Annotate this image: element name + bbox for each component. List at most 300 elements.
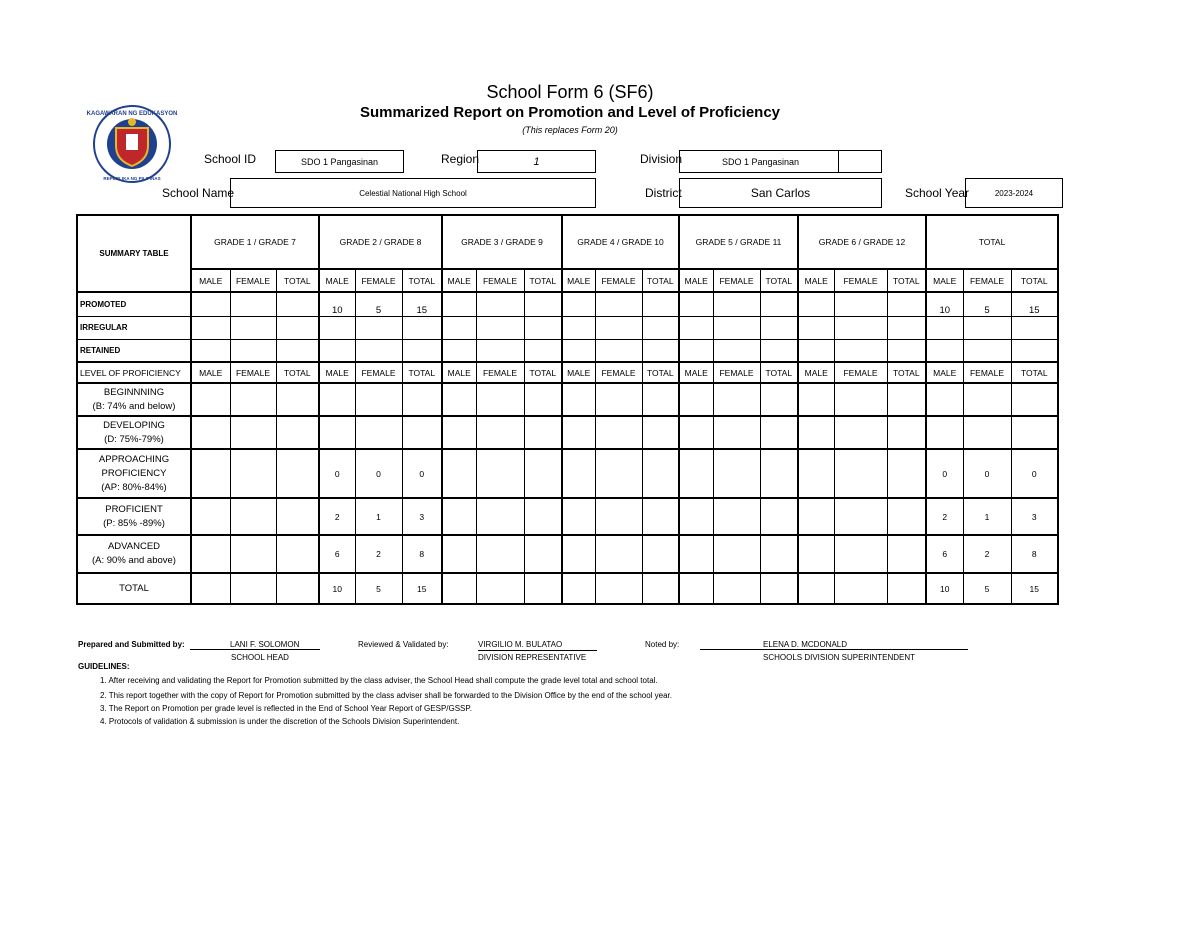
value-cell[interactable] xyxy=(524,498,562,535)
sub-header: TOTAL xyxy=(887,362,926,383)
value-cell[interactable] xyxy=(355,383,402,416)
value-cell[interactable]: 10 xyxy=(926,573,963,604)
value-cell[interactable] xyxy=(230,316,276,339)
value-cell[interactable] xyxy=(760,292,798,316)
value-cell[interactable]: 8 xyxy=(402,535,442,573)
value-cell[interactable] xyxy=(834,535,887,573)
value-cell[interactable] xyxy=(713,339,760,362)
value-cell[interactable] xyxy=(442,383,476,416)
value-cell[interactable] xyxy=(476,449,524,498)
value-cell[interactable] xyxy=(595,573,642,604)
value-cell[interactable] xyxy=(679,535,713,573)
value-cell[interactable] xyxy=(230,573,276,604)
level-label-line: DEVELOPING xyxy=(103,419,165,431)
value-cell[interactable]: 3 xyxy=(402,498,442,535)
sub-header: MALE xyxy=(679,269,713,292)
value-cell[interactable] xyxy=(562,292,595,316)
value-cell[interactable] xyxy=(355,416,402,449)
grade-header: GRADE 5 / GRADE 11 xyxy=(679,215,798,269)
value-cell[interactable] xyxy=(355,316,402,339)
value-cell[interactable] xyxy=(963,316,1011,339)
value-cell[interactable] xyxy=(524,339,562,362)
value-cell[interactable] xyxy=(963,339,1011,362)
grade-header: GRADE 1 / GRADE 7 xyxy=(191,215,319,269)
value-cell[interactable]: 5 xyxy=(963,573,1011,604)
value-cell[interactable] xyxy=(562,316,595,339)
value-cell[interactable] xyxy=(595,535,642,573)
sub-header: MALE xyxy=(319,269,355,292)
value-cell[interactable] xyxy=(230,339,276,362)
value-cell[interactable] xyxy=(887,292,926,316)
value-cell[interactable]: 0 xyxy=(402,449,442,498)
value-cell[interactable] xyxy=(191,339,230,362)
value-cell[interactable] xyxy=(319,316,355,339)
value-cell[interactable] xyxy=(442,535,476,573)
value-cell[interactable] xyxy=(834,416,887,449)
noted-role: SCHOOLS DIVISION SUPERINTENDENT xyxy=(763,653,916,662)
value-cell[interactable] xyxy=(834,498,887,535)
value-cell[interactable]: 0 xyxy=(963,449,1011,498)
prepared-name: LANI F. SOLOMON xyxy=(190,640,320,650)
value-cell[interactable] xyxy=(887,498,926,535)
value-cell[interactable] xyxy=(230,535,276,573)
value-cell[interactable] xyxy=(476,498,524,535)
sub-header: FEMALE xyxy=(355,362,402,383)
value-cell[interactable] xyxy=(355,339,402,362)
value-cell[interactable] xyxy=(276,339,319,362)
sub-header: FEMALE xyxy=(834,269,887,292)
value-cell[interactable] xyxy=(642,498,679,535)
sub-header: FEMALE xyxy=(230,269,276,292)
value-cell[interactable] xyxy=(402,416,442,449)
seal-top-text: KAGAWARAN NG EDUKASYON xyxy=(86,111,178,117)
sub-header: MALE xyxy=(926,362,963,383)
sub-header: MALE xyxy=(562,269,595,292)
sub-header: TOTAL xyxy=(524,269,562,292)
value-cell[interactable]: 15 xyxy=(1011,573,1058,604)
value-cell[interactable] xyxy=(276,535,319,573)
value-cell[interactable] xyxy=(524,316,562,339)
sub-header: MALE xyxy=(679,362,713,383)
value-cell[interactable] xyxy=(679,339,713,362)
sub-header: FEMALE xyxy=(713,269,760,292)
value-cell[interactable] xyxy=(887,339,926,362)
sub-header: TOTAL xyxy=(524,362,562,383)
school-year-field[interactable]: 2023-2024 xyxy=(965,178,1063,208)
level-label xyxy=(77,498,191,535)
value-cell[interactable]: 2 xyxy=(926,498,963,535)
sub-header: TOTAL xyxy=(1011,362,1058,383)
guidelines-title: GUIDELINES: xyxy=(78,662,130,671)
value-cell[interactable] xyxy=(760,449,798,498)
value-cell[interactable] xyxy=(595,316,642,339)
sub-header: FEMALE xyxy=(713,362,760,383)
level-header-row xyxy=(77,362,1058,383)
value-cell[interactable] xyxy=(679,292,713,316)
school-name-label: School Name xyxy=(162,186,235,200)
grade-header-row xyxy=(77,215,1058,269)
sub-header: MALE xyxy=(319,362,355,383)
value-cell[interactable] xyxy=(713,535,760,573)
value-cell[interactable]: 10 xyxy=(319,573,355,604)
sub-header: MALE xyxy=(191,362,230,383)
value-cell[interactable] xyxy=(524,292,562,316)
row-label: IRREGULAR xyxy=(77,316,191,339)
sub-header: FEMALE xyxy=(595,269,642,292)
value-cell[interactable] xyxy=(887,573,926,604)
level-label-line: PROFICIENCY xyxy=(101,467,167,479)
value-cell[interactable] xyxy=(595,498,642,535)
value-cell[interactable] xyxy=(760,573,798,604)
value-cell[interactable] xyxy=(476,316,524,339)
value-cell[interactable] xyxy=(760,316,798,339)
level-label-line: APPROACHING xyxy=(98,453,170,465)
value-cell[interactable] xyxy=(595,449,642,498)
division-extra-box xyxy=(838,150,882,173)
sub-header: MALE xyxy=(562,362,595,383)
value-cell[interactable] xyxy=(524,573,562,604)
deped-seal-logo xyxy=(80,104,184,184)
level-row xyxy=(77,573,1058,604)
value-cell[interactable]: 6 xyxy=(926,535,963,573)
value-cell[interactable] xyxy=(230,383,276,416)
form-note: (This replaces Form 20) xyxy=(522,125,618,135)
value-cell[interactable] xyxy=(1011,416,1058,449)
value-cell[interactable] xyxy=(476,339,524,362)
form-title: School Form 6 (SF6) xyxy=(486,82,654,102)
row-label: PROMOTED xyxy=(77,292,191,316)
value-cell[interactable] xyxy=(798,498,834,535)
sub-header: TOTAL xyxy=(760,362,798,383)
value-cell[interactable] xyxy=(562,535,595,573)
district-field[interactable]: San Carlos xyxy=(679,178,882,208)
value-cell[interactable]: 2 xyxy=(319,498,355,535)
value-cell[interactable] xyxy=(679,573,713,604)
value-cell[interactable]: 5 xyxy=(355,292,402,316)
value-cell[interactable] xyxy=(798,535,834,573)
value-cell[interactable] xyxy=(230,416,276,449)
value-cell[interactable]: 15 xyxy=(1011,292,1058,316)
value-cell[interactable] xyxy=(524,535,562,573)
value-cell[interactable]: 0 xyxy=(1011,449,1058,498)
value-cell[interactable] xyxy=(562,383,595,416)
value-cell[interactable]: 10 xyxy=(926,292,963,316)
division-label: Division xyxy=(640,152,683,166)
sub-header-row xyxy=(77,269,1058,292)
value-cell[interactable] xyxy=(319,339,355,362)
value-cell[interactable] xyxy=(562,498,595,535)
sub-header: MALE xyxy=(442,362,476,383)
value-cell[interactable] xyxy=(476,573,524,604)
value-cell[interactable]: 0 xyxy=(355,449,402,498)
sub-header: FEMALE xyxy=(355,269,402,292)
sub-header: FEMALE xyxy=(476,362,524,383)
value-cell[interactable] xyxy=(276,449,319,498)
value-cell[interactable] xyxy=(887,416,926,449)
value-cell[interactable] xyxy=(562,416,595,449)
value-cell[interactable] xyxy=(642,339,679,362)
value-cell[interactable] xyxy=(798,339,834,362)
value-cell[interactable] xyxy=(760,498,798,535)
value-cell[interactable] xyxy=(319,383,355,416)
value-cell[interactable] xyxy=(834,383,887,416)
value-cell[interactable] xyxy=(476,383,524,416)
value-cell[interactable] xyxy=(476,416,524,449)
value-cell[interactable] xyxy=(713,498,760,535)
district-label: District xyxy=(645,186,682,200)
school-year-label: School Year xyxy=(905,186,970,200)
region-label: Region xyxy=(441,152,480,166)
value-cell[interactable]: 1 xyxy=(963,498,1011,535)
value-cell[interactable] xyxy=(191,498,230,535)
sub-header: TOTAL xyxy=(402,362,442,383)
value-cell[interactable] xyxy=(834,316,887,339)
grade-header: GRADE 2 / GRADE 8 xyxy=(319,215,442,269)
value-cell[interactable] xyxy=(442,416,476,449)
value-cell[interactable] xyxy=(476,535,524,573)
level-label-line: TOTAL xyxy=(119,582,149,594)
value-cell[interactable] xyxy=(276,498,319,535)
value-cell[interactable] xyxy=(887,383,926,416)
promotion-row xyxy=(77,316,1058,339)
level-label-line: (D: 75%-79%) xyxy=(104,433,164,445)
region-field[interactable]: 1 xyxy=(477,150,596,173)
grade-header: TOTAL xyxy=(926,215,1058,269)
guideline-item: 1. After receiving and validating the Report for Promotion submitted by the class adviser, the School Head shall compute the grade level total and school total. xyxy=(100,676,658,685)
value-cell[interactable] xyxy=(760,416,798,449)
value-cell[interactable] xyxy=(679,383,713,416)
value-cell[interactable] xyxy=(798,416,834,449)
sub-header: FEMALE xyxy=(963,269,1011,292)
value-cell[interactable] xyxy=(798,383,834,416)
sub-header: TOTAL xyxy=(402,269,442,292)
form-subtitle: Summarized Report on Promotion and Level of Proficiency xyxy=(359,104,781,121)
reviewed-role: DIVISION REPRESENTATIVE xyxy=(478,653,587,662)
value-cell[interactable] xyxy=(562,449,595,498)
value-cell[interactable] xyxy=(1011,316,1058,339)
school-id-label: School ID xyxy=(204,152,257,166)
value-cell[interactable] xyxy=(798,573,834,604)
level-label-line: (B: 74% and below) xyxy=(92,400,176,412)
reviewed-name: VIRGILIO M. BULATAO xyxy=(478,640,597,651)
value-cell[interactable] xyxy=(402,383,442,416)
value-cell[interactable] xyxy=(679,449,713,498)
sub-header: MALE xyxy=(798,362,834,383)
value-cell[interactable] xyxy=(319,416,355,449)
division-field[interactable]: SDO 1 Pangasinan xyxy=(679,150,839,173)
value-cell[interactable] xyxy=(191,383,230,416)
value-cell[interactable] xyxy=(834,573,887,604)
value-cell[interactable] xyxy=(963,416,1011,449)
sub-header: TOTAL xyxy=(887,269,926,292)
value-cell[interactable] xyxy=(276,573,319,604)
value-cell[interactable] xyxy=(926,383,963,416)
prepared-role: SCHOOL HEAD xyxy=(231,653,289,662)
sub-header: TOTAL xyxy=(1011,269,1058,292)
level-label-line: (A: 90% and above) xyxy=(92,555,176,566)
guideline-item: 4. Protocols of validation & submission is under the discretion of the Schools Division Superintendent. xyxy=(100,717,460,726)
value-cell[interactable] xyxy=(798,449,834,498)
value-cell[interactable] xyxy=(276,292,319,316)
level-label-line: (P: 85% -89%) xyxy=(103,517,165,529)
value-cell[interactable] xyxy=(798,316,834,339)
level-label-line: ADVANCED xyxy=(107,541,161,552)
prepared-label: Prepared and Submitted by: xyxy=(78,640,185,649)
sub-header: MALE xyxy=(926,269,963,292)
value-cell[interactable] xyxy=(442,316,476,339)
value-cell[interactable] xyxy=(760,339,798,362)
value-cell[interactable] xyxy=(442,292,476,316)
value-cell[interactable] xyxy=(834,449,887,498)
value-cell[interactable] xyxy=(595,383,642,416)
value-cell[interactable] xyxy=(760,535,798,573)
value-cell[interactable] xyxy=(191,316,230,339)
value-cell[interactable] xyxy=(713,383,760,416)
value-cell[interactable] xyxy=(442,339,476,362)
value-cell[interactable] xyxy=(679,498,713,535)
value-cell[interactable] xyxy=(642,535,679,573)
noted-label: Noted by: xyxy=(645,640,680,649)
value-cell[interactable] xyxy=(191,416,230,449)
sub-header: FEMALE xyxy=(595,362,642,383)
level-label xyxy=(77,535,191,573)
value-cell[interactable] xyxy=(713,416,760,449)
value-cell[interactable]: 3 xyxy=(1011,498,1058,535)
value-cell[interactable] xyxy=(963,383,1011,416)
value-cell[interactable] xyxy=(642,416,679,449)
sub-header: MALE xyxy=(191,269,230,292)
level-row xyxy=(77,416,1058,449)
value-cell[interactable] xyxy=(713,573,760,604)
sub-header: FEMALE xyxy=(834,362,887,383)
value-cell[interactable] xyxy=(760,383,798,416)
school-id-field[interactable]: SDO 1 Pangasinan xyxy=(275,150,404,173)
value-cell[interactable]: 8 xyxy=(1011,535,1058,573)
value-cell[interactable]: 5 xyxy=(355,573,402,604)
sub-header: FEMALE xyxy=(476,269,524,292)
sub-header: TOTAL xyxy=(642,362,679,383)
value-cell[interactable]: 15 xyxy=(402,573,442,604)
value-cell[interactable]: 2 xyxy=(963,535,1011,573)
value-cell[interactable] xyxy=(402,339,442,362)
value-cell[interactable] xyxy=(595,416,642,449)
value-cell[interactable] xyxy=(642,383,679,416)
value-cell[interactable] xyxy=(834,292,887,316)
value-cell[interactable] xyxy=(191,573,230,604)
value-cell[interactable] xyxy=(191,292,230,316)
sub-header: TOTAL xyxy=(642,269,679,292)
school-name-field[interactable]: Celestial National High School xyxy=(230,178,596,208)
value-cell[interactable] xyxy=(679,316,713,339)
value-cell[interactable] xyxy=(713,292,760,316)
value-cell[interactable] xyxy=(595,339,642,362)
value-cell[interactable]: 5 xyxy=(963,292,1011,316)
value-cell[interactable]: 10 xyxy=(319,292,355,316)
value-cell[interactable] xyxy=(679,416,713,449)
value-cell[interactable] xyxy=(642,292,679,316)
value-cell[interactable] xyxy=(1011,339,1058,362)
value-cell[interactable] xyxy=(834,339,887,362)
level-label xyxy=(77,383,191,416)
value-cell[interactable] xyxy=(713,316,760,339)
value-cell[interactable] xyxy=(476,292,524,316)
value-cell[interactable] xyxy=(230,449,276,498)
grade-header: GRADE 3 / GRADE 9 xyxy=(442,215,562,269)
value-cell[interactable] xyxy=(276,316,319,339)
value-cell[interactable]: 2 xyxy=(355,535,402,573)
level-of-proficiency-label: LEVEL OF PROFICIENCY xyxy=(77,362,191,383)
value-cell[interactable] xyxy=(1011,383,1058,416)
value-cell[interactable] xyxy=(926,416,963,449)
value-cell[interactable] xyxy=(276,416,319,449)
value-cell[interactable] xyxy=(191,449,230,498)
value-cell[interactable] xyxy=(887,535,926,573)
value-cell[interactable] xyxy=(887,449,926,498)
value-cell[interactable] xyxy=(230,498,276,535)
value-cell[interactable]: 15 xyxy=(402,292,442,316)
sub-header: FEMALE xyxy=(230,362,276,383)
value-cell[interactable] xyxy=(642,316,679,339)
sub-header: TOTAL xyxy=(276,269,319,292)
sub-header: MALE xyxy=(442,269,476,292)
value-cell[interactable] xyxy=(713,449,760,498)
sub-header: TOTAL xyxy=(276,362,319,383)
seal-bottom-text: REPUBLIKA NG PILIPINAS xyxy=(103,176,161,181)
value-cell[interactable] xyxy=(595,292,642,316)
sub-header: MALE xyxy=(798,269,834,292)
level-label-line: PROFICIENT xyxy=(105,503,163,515)
value-cell[interactable] xyxy=(230,292,276,316)
value-cell[interactable] xyxy=(926,339,963,362)
value-cell[interactable] xyxy=(442,573,476,604)
level-label-line: (AP: 80%-84%) xyxy=(101,481,167,493)
value-cell[interactable]: 0 xyxy=(319,449,355,498)
grade-header: GRADE 6 / GRADE 12 xyxy=(798,215,926,269)
value-cell[interactable] xyxy=(191,535,230,573)
level-row xyxy=(77,498,1058,535)
sub-header: TOTAL xyxy=(760,269,798,292)
level-row xyxy=(77,535,1058,573)
guideline-item: 3. The Report on Promotion per grade level is reflected in the End of School Year Report of GESP/GSSP. xyxy=(100,704,472,713)
promotion-row xyxy=(77,339,1058,362)
level-label-line: BEGINNNING xyxy=(103,386,165,398)
value-cell[interactable] xyxy=(524,416,562,449)
value-cell[interactable]: 0 xyxy=(926,449,963,498)
value-cell[interactable] xyxy=(562,573,595,604)
value-cell[interactable] xyxy=(887,316,926,339)
value-cell[interactable] xyxy=(562,339,595,362)
value-cell[interactable] xyxy=(442,449,476,498)
value-cell[interactable] xyxy=(402,316,442,339)
level-row xyxy=(77,449,1058,498)
value-cell[interactable] xyxy=(524,383,562,416)
value-cell[interactable] xyxy=(524,449,562,498)
row-label: RETAINED xyxy=(77,339,191,362)
value-cell[interactable] xyxy=(642,449,679,498)
summary-table xyxy=(76,214,1059,605)
value-cell[interactable] xyxy=(442,498,476,535)
noted-name: ELENA D. MCDONALD xyxy=(700,640,968,650)
value-cell[interactable] xyxy=(642,573,679,604)
value-cell[interactable] xyxy=(926,316,963,339)
promotion-row xyxy=(77,292,1058,316)
value-cell[interactable]: 6 xyxy=(319,535,355,573)
value-cell[interactable] xyxy=(276,383,319,416)
value-cell[interactable]: 1 xyxy=(355,498,402,535)
reviewed-label: Reviewed & Validated by: xyxy=(358,640,449,649)
grade-header: GRADE 4 / GRADE 10 xyxy=(562,215,679,269)
value-cell[interactable] xyxy=(798,292,834,316)
